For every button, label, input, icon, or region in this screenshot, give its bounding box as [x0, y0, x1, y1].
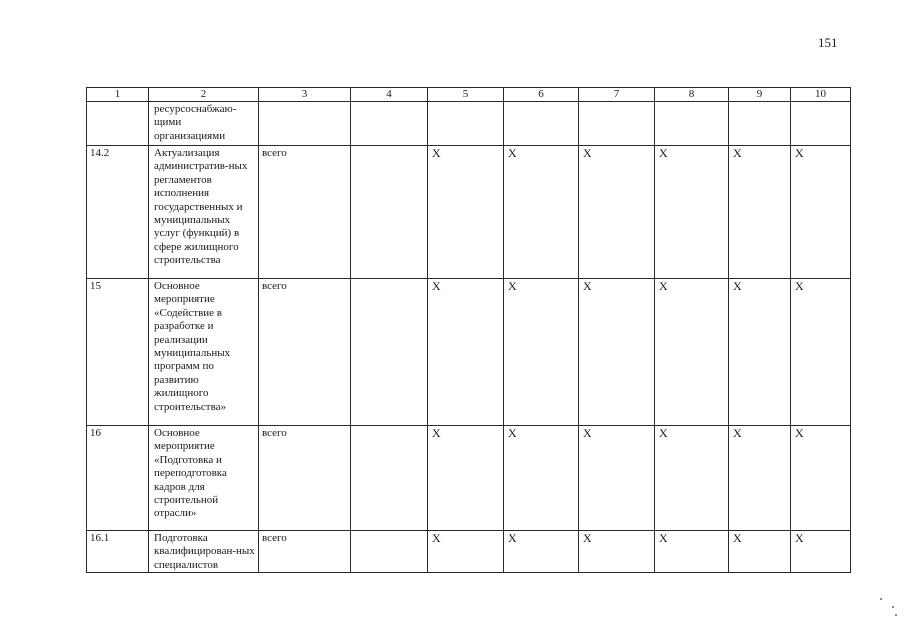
column-header: 5 [428, 88, 504, 102]
row-name: Основное мероприятие «Содействие в разработке и реализации муниципальных программ по развитию жилищного строительства» [149, 279, 259, 426]
row-name: Подготовка квалифицирован-ных специалистов [149, 531, 259, 573]
row-mark: X [729, 146, 791, 279]
row-type [259, 102, 351, 146]
row-mark: X [428, 531, 504, 573]
table-row [87, 531, 851, 573]
row-mark: X [791, 426, 851, 531]
row-mark: X [428, 279, 504, 426]
row-name: Основное мероприятие «Подготовка и переподготовка кадров для строительной отрасли» [149, 426, 259, 531]
column-header: 6 [504, 88, 579, 102]
row-mark: X [579, 426, 655, 531]
row-type: всего [259, 146, 351, 279]
scan-speck [892, 606, 894, 608]
row-col4 [351, 531, 428, 573]
row-mark [729, 102, 791, 146]
row-mark: X [729, 279, 791, 426]
row-number: 16 [87, 426, 149, 531]
row-mark: X [504, 531, 579, 573]
row-mark: X [428, 426, 504, 531]
row-number [87, 102, 149, 146]
table-row [87, 102, 851, 146]
column-header: 10 [791, 88, 851, 102]
table-header-row [87, 88, 851, 102]
row-mark [655, 102, 729, 146]
data-table [86, 87, 851, 573]
row-mark: X [579, 531, 655, 573]
table-row [87, 146, 851, 279]
row-mark [428, 102, 504, 146]
column-header: 9 [729, 88, 791, 102]
row-mark [504, 102, 579, 146]
row-type: всего [259, 279, 351, 426]
row-mark: X [655, 426, 729, 531]
row-mark: X [579, 279, 655, 426]
row-col4 [351, 102, 428, 146]
row-mark: X [428, 146, 504, 279]
table-row [87, 279, 851, 426]
column-header: 1 [87, 88, 149, 102]
table-row [87, 426, 851, 531]
column-header: 7 [579, 88, 655, 102]
row-col4 [351, 146, 428, 279]
column-header: 2 [149, 88, 259, 102]
row-col4 [351, 426, 428, 531]
row-mark: X [729, 531, 791, 573]
row-mark: X [504, 279, 579, 426]
row-mark [579, 102, 655, 146]
row-type: всего [259, 531, 351, 573]
row-number: 16.1 [87, 531, 149, 573]
row-mark: X [579, 146, 655, 279]
page-number: 151 [818, 35, 838, 50]
scan-speck [895, 614, 897, 616]
row-number: 14.2 [87, 146, 149, 279]
row-mark: X [655, 279, 729, 426]
row-type: всего [259, 426, 351, 531]
row-name: ресурсоснабжаю-щими организациями [149, 102, 259, 146]
row-mark [791, 102, 851, 146]
row-mark: X [791, 146, 851, 279]
row-mark: X [655, 146, 729, 279]
row-name: Актуализация административ-ных регламентов исполнения государственных и муниципальных услуг (функций) в сфере жилищного строительства [149, 146, 259, 279]
column-header: 8 [655, 88, 729, 102]
scan-speck [880, 598, 882, 600]
row-mark: X [791, 531, 851, 573]
row-mark: X [655, 531, 729, 573]
row-col4 [351, 279, 428, 426]
row-mark: X [791, 279, 851, 426]
row-mark: X [504, 146, 579, 279]
row-mark: X [504, 426, 579, 531]
row-number: 15 [87, 279, 149, 426]
column-header: 4 [351, 88, 428, 102]
column-header: 3 [259, 88, 351, 102]
row-mark: X [729, 426, 791, 531]
